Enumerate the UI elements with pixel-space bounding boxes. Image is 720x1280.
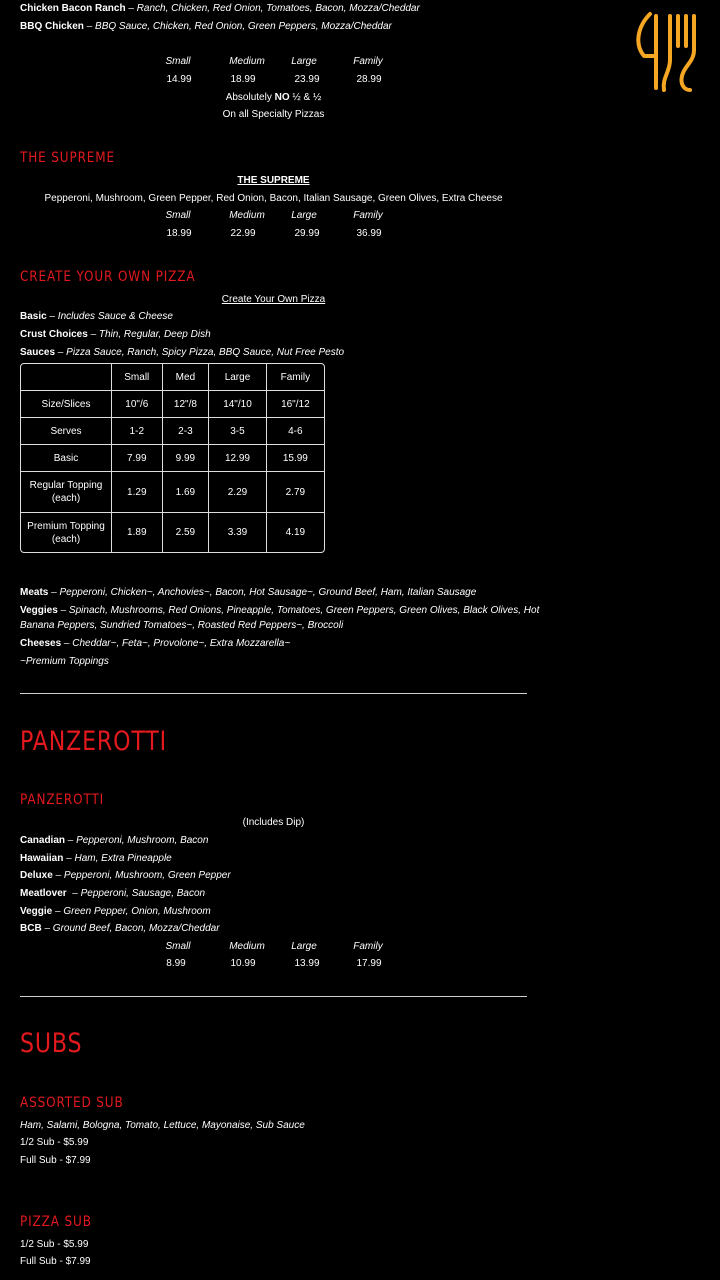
table-cell: 14"/10 (209, 391, 266, 418)
section-divider (20, 693, 527, 694)
table-cell: Premium Topping (each) (21, 513, 112, 552)
supreme-description: Pepperoni, Mushroom, Green Pepper, Red Onion, Bacon, Italian Sausage, Green Olives, Extra Cheese (44, 193, 503, 204)
half-half-note: Absolutely NO ½ & ½ (225, 92, 322, 103)
assorted-sub-heading: ASSORTED SUB (20, 1095, 124, 1111)
size-small-label: Small (165, 56, 191, 67)
pizza-half-sub-price: 1/2 Sub - $5.99 (20, 1239, 89, 1250)
create-your-own-subtitle: Create Your Own Pizza (221, 294, 326, 305)
veggies-line-2: Banana Peppers, Sundried Tomatoes~, Roasted Red Peppers~, Broccoli (20, 620, 344, 631)
pizza-sub-heading: PIZZA SUB (20, 1214, 92, 1230)
table-cell: 2.29 (209, 472, 266, 513)
table-cell: 15.99 (267, 445, 324, 472)
table-row (21, 472, 324, 513)
specialty-note-line2: On all Specialty Pizzas (222, 109, 325, 120)
crust-choices-line: Crust Choices – Thin, Regular, Deep Dish (20, 329, 211, 340)
size-large-label: Large (291, 210, 317, 221)
table-cell: Size/Slices (21, 391, 112, 418)
sauces-line: Sauces – Pizza Sauce, Ranch, Spicy Pizza, BBQ Sauce, Nut Free Pesto (20, 347, 345, 358)
table-cell: 4.19 (285, 527, 306, 538)
table-row (21, 513, 324, 552)
table-header-cell (21, 364, 112, 391)
menu-item-bbq-chicken: BBQ Chicken – BBQ Sauce, Chicken, Red Onion, Green Peppers, Mozza/Cheddar (20, 21, 392, 32)
table-cell: 10"/6 (112, 391, 163, 418)
size-headers (0, 209, 720, 223)
panzerotti-section-title: PANZEROTTI (20, 726, 167, 757)
table-cell: 7.99 (112, 445, 163, 472)
table-header-cell: Large (209, 364, 266, 391)
assorted-half-sub-price: 1/2 Sub - $5.99 (20, 1137, 89, 1148)
menu-item-chicken-bacon-ranch: Chicken Bacon Ranch – Ranch, Chicken, Red Onion, Tomatoes, Bacon, Mozza/Cheddar (20, 3, 420, 14)
table-cell: 9.99 (163, 445, 210, 472)
size-headers (0, 55, 720, 69)
veggies-line: Veggies – Spinach, Mushrooms, Red Onions, Pineapple, Tomatoes, Green Peppers, Green Olives, Black Olives, Hot (20, 605, 540, 616)
basic-line: Basic – Includes Sauce & Cheese (20, 311, 173, 322)
table-header-row (21, 364, 324, 391)
table-cell: Basic (21, 445, 112, 472)
price-family: 17.99 (356, 958, 382, 969)
table-cell: 12.99 (209, 445, 266, 472)
price-small: 18.99 (166, 228, 192, 239)
price-small: 14.99 (166, 74, 192, 85)
cheeses-line: Cheeses – Cheddar~, Feta~, Provolone~, Extra Mozzarella~ (20, 638, 291, 649)
price-family: 28.99 (356, 74, 382, 85)
table-cell: 2.79 (267, 472, 324, 513)
menu-item-meatlover: Meatlover – Pepperoni, Sausage, Bacon (20, 888, 206, 899)
create-your-own-heading: CREATE YOUR OWN PIZZA (20, 269, 196, 285)
assorted-sub-description: Ham, Salami, Bologna, Tomato, Lettuce, Mayonaise, Sub Sauce (20, 1120, 305, 1131)
pizza-price-table (20, 363, 325, 553)
size-medium-label: Medium (229, 941, 265, 952)
size-large-label: Large (291, 941, 317, 952)
size-family-label: Family (353, 56, 383, 67)
includes-dip-note: (Includes Dip) (242, 817, 305, 828)
price-small: 8.99 (166, 958, 186, 969)
table-cell: Serves (21, 418, 112, 445)
section-divider (20, 996, 527, 997)
size-small-label: Small (165, 210, 191, 221)
panzerotti-heading: PANZEROTTI (20, 792, 105, 808)
assorted-full-sub-price: Full Sub - $7.99 (20, 1155, 91, 1166)
price-medium: 22.99 (230, 228, 256, 239)
supreme-subtitle: THE SUPREME (237, 175, 310, 186)
price-row (0, 227, 720, 241)
size-medium-label: Medium (229, 210, 265, 221)
price-medium: 18.99 (230, 74, 256, 85)
table-cell: 1.29 (112, 472, 163, 513)
table-cell: 1.69 (163, 472, 210, 513)
table-cell: 4-6 (267, 418, 324, 445)
menu-item-bcb: BCB – Ground Beef, Bacon, Mozza/Cheddar (20, 923, 220, 934)
pizza-full-sub-price: Full Sub - $7.99 (20, 1256, 91, 1267)
price-large: 23.99 (294, 74, 320, 85)
table-row (21, 391, 324, 418)
table-cell: 2.59 (163, 513, 210, 552)
menu-item-canadian: Canadian – Pepperoni, Mushroom, Bacon (20, 835, 209, 846)
table-cell: 1-2 (112, 418, 163, 445)
subs-section-title: SUBS (20, 1028, 83, 1059)
table-cell: 3-5 (209, 418, 266, 445)
table-cell: 1.89 (112, 513, 163, 552)
price-row (0, 73, 720, 87)
price-large: 13.99 (294, 958, 320, 969)
menu-item-veggie: Veggie – Green Pepper, Onion, Mushroom (20, 906, 211, 917)
size-large-label: Large (291, 56, 317, 67)
menu-item-hawaiian: Hawaiian – Ham, Extra Pineapple (20, 853, 172, 864)
menu-item-deluxe: Deluxe – Pepperoni, Mushroom, Green Pepper (20, 870, 231, 881)
table-cell: 12"/8 (163, 391, 210, 418)
table-cell: 16"/12 (267, 391, 324, 418)
price-row (0, 957, 720, 971)
supreme-heading: THE SUPREME (20, 150, 115, 166)
size-family-label: Family (353, 941, 383, 952)
table-row (21, 445, 324, 472)
premium-toppings-note: ~Premium Toppings (20, 656, 109, 667)
table-row (21, 418, 324, 445)
meats-line: Meats – Pepperoni, Chicken~, Anchovies~, Bacon, Hot Sausage~, Ground Beef, Ham, Italian Sausage (20, 587, 477, 598)
table-header-cell: Family (267, 364, 324, 391)
size-medium-label: Medium (229, 56, 265, 67)
size-family-label: Family (353, 210, 383, 221)
size-small-label: Small (165, 941, 191, 952)
table-cell: Regular Topping (each) (21, 472, 112, 513)
price-large: 29.99 (294, 228, 320, 239)
table-header-cell: Small (112, 364, 163, 391)
size-headers (0, 940, 720, 954)
price-medium: 10.99 (230, 958, 256, 969)
table-header-cell: Med (163, 364, 210, 391)
table-cell: 2-3 (163, 418, 210, 445)
table-cell: 3.39 (209, 513, 266, 552)
price-family: 36.99 (356, 228, 382, 239)
